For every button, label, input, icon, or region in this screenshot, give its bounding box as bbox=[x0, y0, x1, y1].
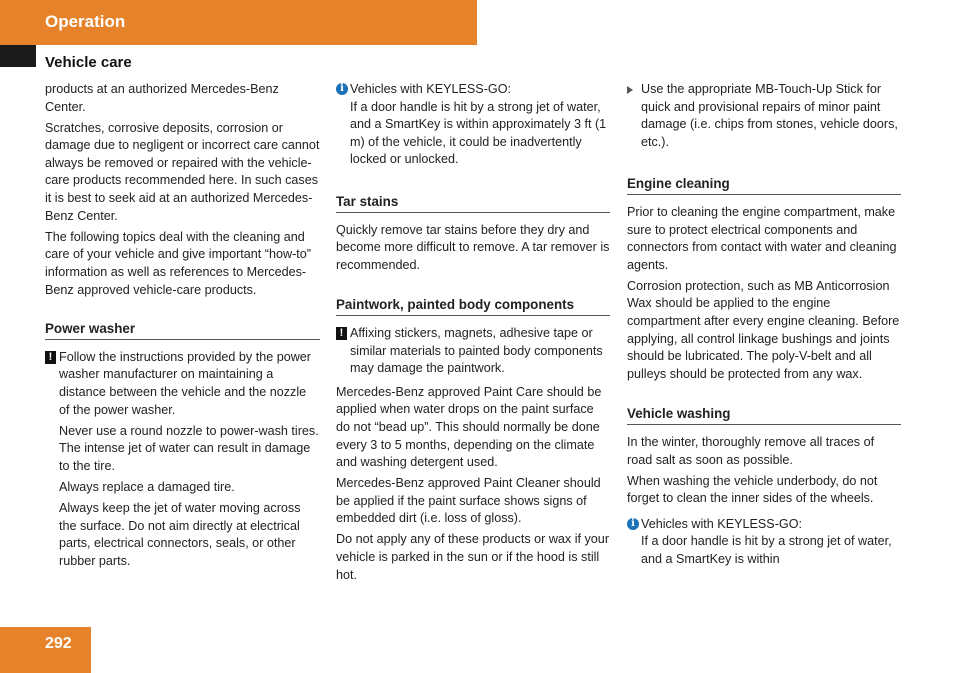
warning-icon: ! bbox=[336, 327, 347, 340]
info-title: Vehicles with KEYLESS-GO: bbox=[641, 516, 802, 531]
paragraph: Mercedes-Benz approved Paint Cleaner should be applied if the paint surface shows signs of embedded dirt (i.e. loss of gloss). bbox=[336, 476, 601, 526]
info-text: If a door handle is hit by a strong jet of water, and a SmartKey is within bbox=[641, 534, 892, 567]
paragraph: In the winter, thoroughly remove all traces of road salt as soon as possible. bbox=[627, 435, 875, 467]
warning-note bbox=[336, 325, 610, 378]
paragraph: Corrosion protection, such as MB Anticorrosion Wax should be applied to the engine compartment after every engine cleaning. Before applying, all control linkage bushings and joints should be lubricated. The poly-V-belt and all pulleys should be protected from any wax. bbox=[627, 278, 900, 381]
warning-text: Follow the instructions provided by the power washer manufacturer on maintaining a distance between the vehicle and the nozzle of the power washer. bbox=[59, 349, 312, 417]
column-1 bbox=[45, 81, 320, 574]
info-text: If a door handle is hit by a strong jet of water, and a SmartKey is within approximately 3 ft (1 m) of the vehicle, it could be inadvertently locked or unlocked. bbox=[350, 99, 607, 167]
side-tab-marker bbox=[0, 45, 36, 67]
paragraph: Mercedes-Benz approved Paint Care should be applied when water drops on the paint surface do not “bead up”. This should normally be done every 3 to 5 months, depending on the climate and washing detergent used. bbox=[336, 384, 602, 470]
info-icon: i bbox=[627, 518, 639, 530]
triangle-bullet-icon bbox=[627, 86, 633, 94]
paragraph: Do not apply any of these products or wax if your vehicle is parked in the sun or if the hood is still hot. bbox=[336, 532, 610, 582]
info-icon: i bbox=[336, 83, 348, 95]
page-number: 292 bbox=[45, 635, 72, 652]
column-3 bbox=[627, 81, 901, 572]
warning-note bbox=[45, 349, 320, 419]
section-title: Vehicle care bbox=[45, 54, 132, 71]
bullet-item bbox=[627, 81, 901, 151]
info-title: Vehicles with KEYLESS-GO: bbox=[350, 82, 511, 96]
paragraph: Prior to cleaning the engine compartment, make sure to protect electrical components and connectors from contact with water and cleaning agents. bbox=[627, 204, 897, 272]
heading-vehicle-washing: Vehicle washing bbox=[627, 405, 901, 425]
heading-engine-cleaning: Engine cleaning bbox=[627, 175, 901, 195]
paragraph: Never use a round nozzle to power-wash tires. The intense jet of water can result in damage to the tire. bbox=[59, 423, 319, 473]
paragraph: Always keep the jet of water moving across the surface. Do not aim directly at electrical parts, electrical connectors, seals, or other rubber parts. bbox=[59, 500, 301, 568]
heading-paintwork: Paintwork, painted body components bbox=[336, 296, 610, 316]
info-note bbox=[627, 516, 901, 569]
paragraph: The following topics deal with the cleaning and care of your vehicle and give important “how-to” information as well as references to Mercedes-Benz approved vehicle-care products. bbox=[45, 229, 311, 297]
info-note bbox=[336, 81, 610, 169]
chapter-title: Operation bbox=[45, 12, 126, 31]
paragraph: Quickly remove tar stains before they dry and become more difficult to remove. A tar remover is recommended. bbox=[336, 222, 610, 272]
paragraph: When washing the vehicle underbody, do not forget to clean the inner sides of the wheels. bbox=[627, 473, 878, 506]
paragraph: Scratches, corrosive deposits, corrosion or damage due to negligent or incorrect care cannot always be removed or repaired with the vehicle-care products recommended here. In such cases it is best to seek aid at an authorized Mercedes-Benz Center. bbox=[45, 120, 320, 223]
heading-tar-stains: Tar stains bbox=[336, 193, 610, 213]
warning-text: Affixing stickers, magnets, adhesive tape or similar materials to painted body components may damage the paintwork. bbox=[350, 325, 603, 376]
heading-power-washer: Power washer bbox=[45, 320, 320, 340]
bullet-text: Use the appropriate MB-Touch-Up Stick for quick and provisional repairs of minor paint damage (i.e. chips from stones, vehicle doors, etc.). bbox=[641, 82, 898, 149]
warning-icon: ! bbox=[45, 351, 56, 364]
paragraph: products at an authorized Mercedes-Benz Center. bbox=[45, 82, 279, 114]
paragraph: Always replace a damaged tire. bbox=[59, 479, 235, 494]
column-2 bbox=[336, 81, 610, 588]
